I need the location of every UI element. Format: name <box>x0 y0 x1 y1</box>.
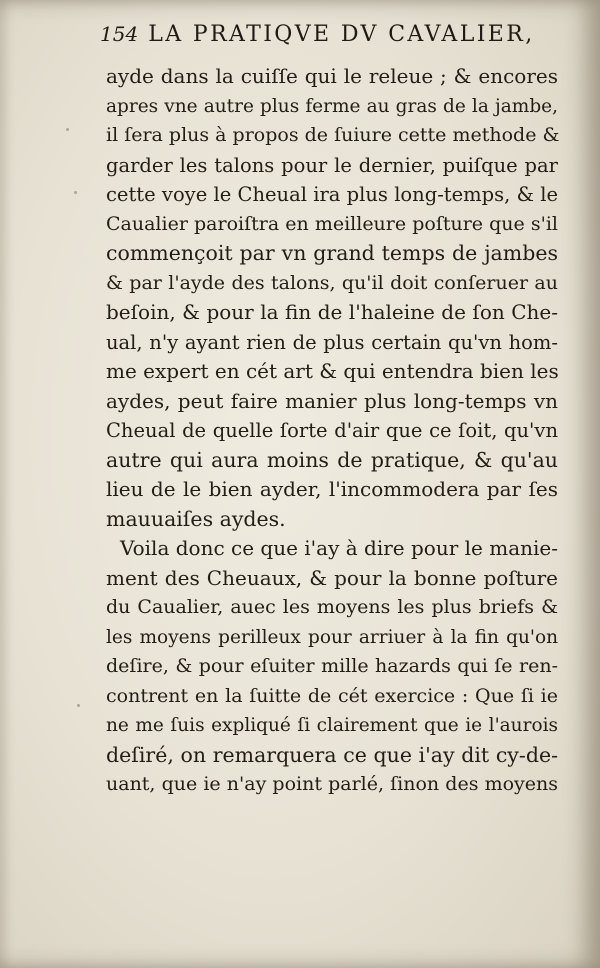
text-line: ne me ſuis expliqué ſi clairement que ie l'aurois <box>106 715 558 736</box>
text-line: Voila donc ce que i'ay à dire pour le manie- <box>120 536 558 560</box>
text-line: il ſera plus à propos de ſuiure cette methode & <box>106 124 560 146</box>
text-line: Cheual de quelle ſorte d'air que ce ſoit, qu'vn <box>106 419 558 442</box>
text-line: beſoin, & pour la fin de l'haleine de ſon Che- <box>106 300 558 324</box>
text-line: garder les talons pour le dernier, puiſque par <box>106 153 558 177</box>
text-line: aydes, peut faire manier plus long-temps vn <box>106 388 558 413</box>
text-line: & par l'ayde des talons, qu'il doit conſeruer au <box>106 271 558 294</box>
text-line: Caualier paroiſtra en meilleure poſture que s'il <box>106 212 558 235</box>
text-line: contrent en la ſuitte de cét exercice : Que ſi ie <box>106 684 558 707</box>
paper-speck <box>77 704 80 707</box>
paper-speck <box>66 128 69 131</box>
running-title: LA PRATIQVE DV CAVALIER, <box>148 22 535 47</box>
text-line: mauuaiſes aydes. <box>106 506 286 531</box>
text-line: deſire, & pour eſuiter mille hazards qui ſe ren- <box>106 655 558 677</box>
page-number: 154 <box>100 22 139 46</box>
text-line: du Caualier, auec les moyens les plus briefs & <box>106 596 558 618</box>
text-line: ayde dans la cuiſſe qui le releue ; & encores <box>106 64 558 88</box>
text-line: apres vne autre plus ferme au gras de la jambe, <box>106 95 558 117</box>
text-line: commençoit par vn grand temps de jambes <box>106 241 558 265</box>
text-line: ment des Cheuaux, & pour la bonne poſture <box>106 565 558 590</box>
text-line: cette voye le Cheual ira plus long-temps, & le <box>106 183 558 206</box>
paper-speck <box>74 191 77 194</box>
body-text <box>106 62 558 800</box>
text-line: autre qui aura moins de pratique, & qu'au <box>106 447 558 472</box>
text-line: deſiré, on remarquera ce que i'ay dit cy-de- <box>106 742 558 767</box>
text-line: uant, que ie n'ay point parlé, ſinon des moyens <box>106 773 558 795</box>
text-line: me expert en cét art & qui entendra bien les <box>106 359 559 383</box>
text-line: lieu de le bien ayder, l'incommodera par ſes <box>106 477 558 501</box>
page-header <box>100 22 570 47</box>
text-line: ual, n'y ayant rien de plus certain qu'vn hom- <box>106 330 558 354</box>
text-line: les moyens perilleux pour arriuer à la fin qu'on <box>106 626 558 648</box>
